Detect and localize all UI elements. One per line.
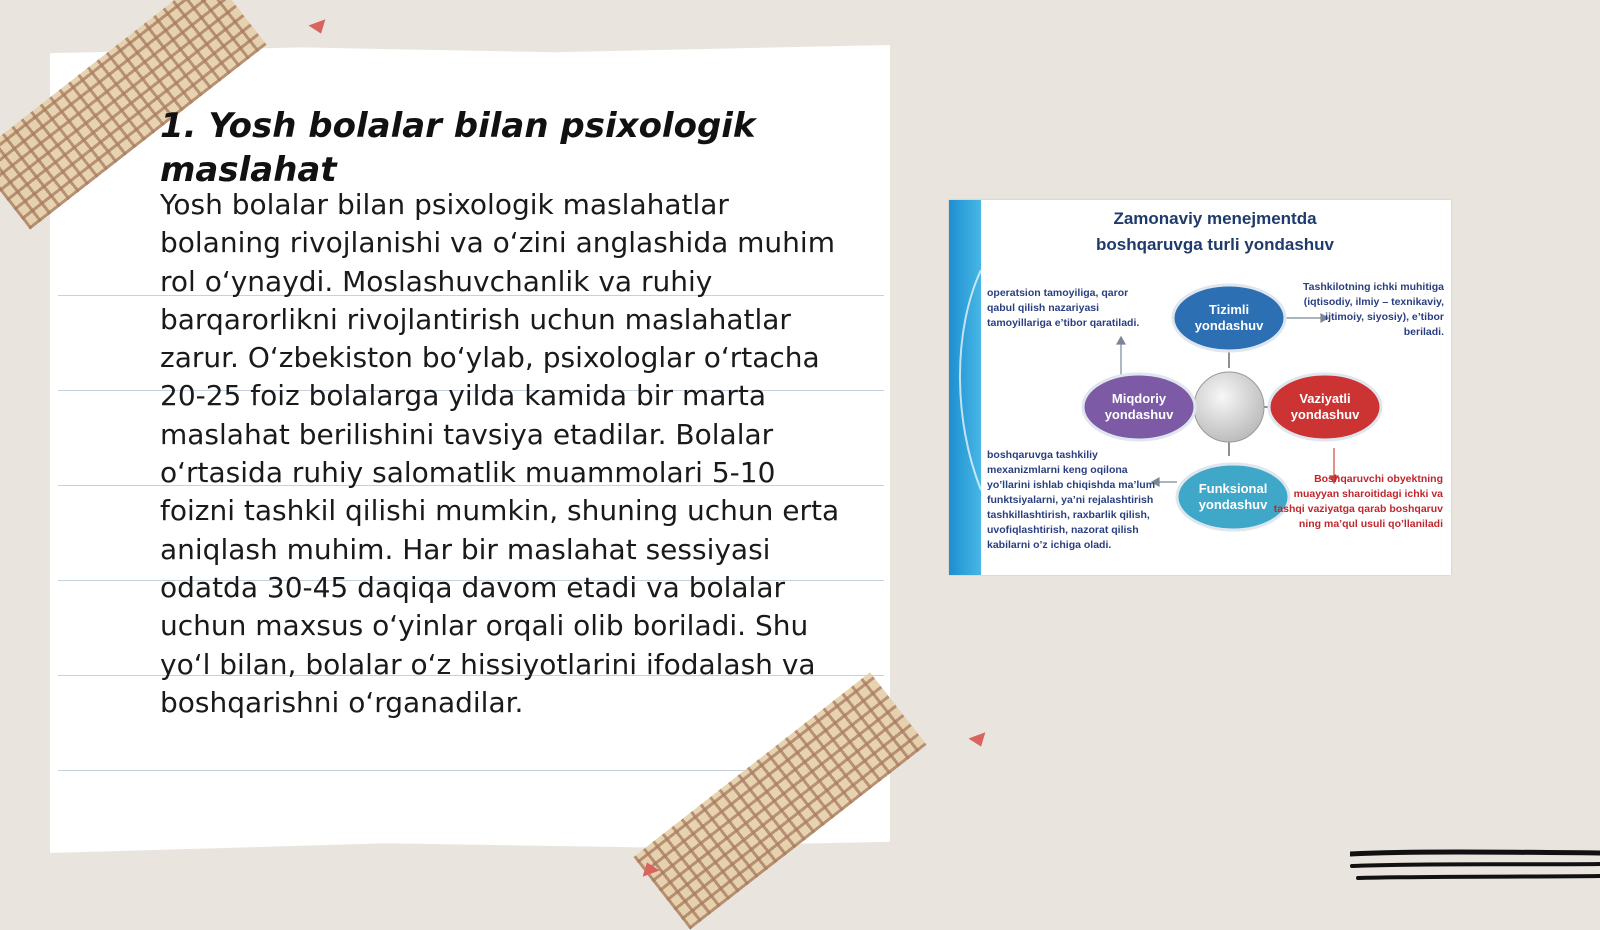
diagram-figure [949,200,1451,575]
figure-title [989,206,1441,258]
node-label-miqdoriy: Miqdoriy yondashuv [1104,391,1174,422]
slide-body-text: Yosh bolalar bilan psixologik maslahatlar bolaning rivojlanishi va o‘zini anglashida muhim rol o‘ynaydi. Moslashuvchanlik va ruhiy barqarorlikni rivojlantirish uchun maslahatlar zarur. O‘zbekiston bo‘ylab, psixologlar o‘rtacha 20-25 foiz bolalarga yilda kamida bir marta maslahat berilishini tavsiya etadilar. Bolalar o‘rtasida ruhiy salomatlik muammolari 5-10 foizni tashkil qilishi mumkin, shuning uchun erta aniqlash muhim. Har bir maslahat sessiyasi odatda 30-45 daqiqa davom etadi va bolalar uchun maxsus o‘yinlar orqali olib boriladi. Shu yo‘l bilan, bolalar o‘z hissiyotlarini ifodalash va boshqarishni o‘rganadilar. [160,188,840,719]
node-label-vaziyatli: Vaziyatli yondashuv [1290,391,1360,422]
arrow-icon [1117,337,1125,375]
node-label-tizimli: Tizimli yondashuv [1194,302,1264,333]
note-bottom-left: boshqaruvga tashkiliy mexanizmlarni keng oqilona yo’llarini ishlab chiqishda ma’lum funktsiyalarni, ya’ni rejalashtirish tashkillashtirish, raxbarlik qilish, uvofiqlashtirish, nazorat qilish kabilarni o’z ichiga oladi. [987,449,1156,551]
pin-decoration [968,732,989,749]
figure-title-line2: boshqaruvga turli yondashuv [1095,235,1335,254]
figure-sidebar [949,200,981,575]
pin-decoration [308,19,329,36]
note-top-right: Tashkilotning ichki muhitiga (iqtisodiy, ilmiy – texnikaviy, ijtimoiy, siyosiy), e’tibor beriladi. [1303,281,1444,338]
figure-title-line1: Zamonaviy menejmentda [1113,209,1317,228]
brush-lines-decoration [1350,848,1600,888]
note-top-left: operatsion tamoyiliga, qaror qabul qilish nazariyasi tamoyillariga e’tibor qaratiladi. [987,287,1140,329]
node-label-funksional: Funksional yondashuv [1198,481,1268,512]
slide-title: 1. Yosh bolalar bilan psixologik maslahat [160,106,756,190]
center-circle [1194,372,1264,442]
note-bottom-right: Boshqaruvchi obyektning muayyan sharoitidagi ichki va tashqi vaziyatga qarab boshqaruv ning ma’qul usuli qo’llaniladi [1273,473,1443,530]
